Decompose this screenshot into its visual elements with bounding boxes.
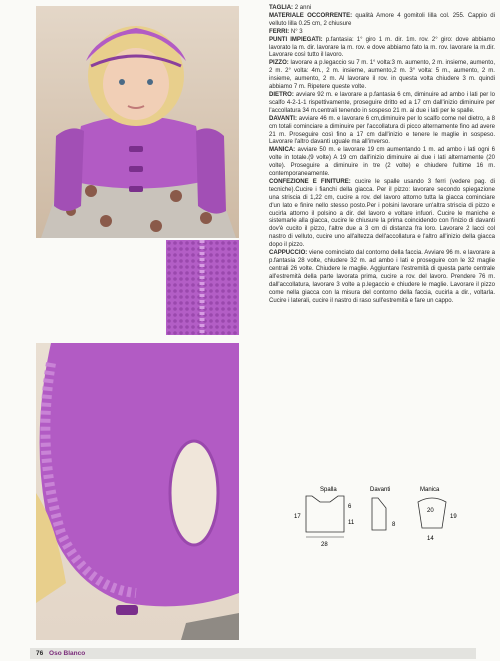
manica-height: 19 bbox=[450, 514, 457, 520]
pizzo-label: PIZZO: bbox=[269, 60, 289, 67]
manica-label: MANICA: bbox=[269, 147, 296, 154]
spalla-right-top: 6 bbox=[348, 504, 352, 510]
schematic-spalla bbox=[294, 487, 355, 548]
ferri-label: FERRI: bbox=[269, 28, 290, 35]
spalla-title: Spalla bbox=[320, 487, 337, 493]
spalla-left-height: 17 bbox=[294, 514, 301, 520]
section-cappuccio bbox=[269, 250, 495, 305]
garment-schematics bbox=[290, 482, 480, 552]
instructions-column bbox=[269, 5, 495, 305]
swatch-texture bbox=[166, 240, 239, 335]
section-punti bbox=[269, 37, 495, 61]
section-materiale bbox=[269, 13, 495, 29]
section-ferri bbox=[269, 29, 495, 37]
photo-knit-swatch bbox=[166, 240, 239, 335]
spalla-right-bottom: 11 bbox=[348, 520, 355, 526]
confezione-label: CONFEZIONE E FINITURE: bbox=[269, 178, 351, 185]
photo-girl-in-bolero bbox=[36, 6, 239, 238]
davanti-width: 8 bbox=[392, 522, 396, 528]
davanti-text: avviare 46 m. e lavorare 6 cm,diminuire per lo scalfo come nel dietro, a 8 cm totali cominciare a diminuire per l'accollatura di picco alternamente fino ad avere 21 m. Proseguire così fino a 17 cm dall'inizio e tenere le maglie in sospeso. Lavorare l'altro davanti uguale ma all'inverso. bbox=[269, 115, 495, 146]
photo-hood-illustration bbox=[36, 343, 239, 640]
schematic-davanti bbox=[370, 487, 396, 530]
section-taglia bbox=[269, 5, 495, 13]
schematic-manica bbox=[418, 487, 457, 542]
page-number: 76 bbox=[36, 650, 44, 657]
dietro-text: avviare 92 m. e lavorare a p.fantasia 6 cm, diminuire ad ambo i lati per lo scalfo 4-2-1-1 rispettivamente, proseguire dritto ed a 17 cm dall'inizio diminuire per l'accollatura 34 m.centrali tenendo in sospeso 21 m. ai due i lati per le spalle. bbox=[269, 91, 495, 114]
confezione-text: cucire le spalle usando 3 ferri (vedere pag. di tecniche).Cucire i fianchi della giacca. Per il pizzo: lavorare secondo spiegazione una striscia di 1,22 cm, cucire a rov. del lavoro attorno tutta la giacca cominciare d'un lato e finire nello stesso posto.Per i polsini lavorare un'altra striscia di pizzo e cucirla attorno il polsino a dir. del lavoro e voltare infuori. Cucire le maniche e sistemarle alla giacca, cucire le chiusure la prima coincidendo con l'inizio di davanti dov'è cucito il pizzo, l'altre due a 3 cm di distanza fra loro. Lavorare 2 lacci col nastro di velluto, cucire uno all'altezza dell'accollatura e l'altro all'inizio della giacca dopo il pizzo. bbox=[269, 178, 495, 249]
ferri-text: N° 3 bbox=[289, 28, 303, 35]
spalla-outline bbox=[306, 496, 344, 532]
section-confezione bbox=[269, 179, 495, 250]
photo-girl-illustration bbox=[36, 6, 239, 238]
taglia-label: TAGLIA: bbox=[269, 5, 294, 11]
manica-bottom: 14 bbox=[427, 536, 434, 542]
photo-hood-closeup bbox=[36, 343, 239, 640]
section-manica bbox=[269, 147, 495, 179]
cappuccio-text: viene cominciato dal contorno della faccia. Avviare 96 m. e lavorare a p.fantasia 28 volte, chiudere 32 m. ad ambo i lati e proseguire con le 32 maglie centrali 26 volte. Chiudere le maglie. Aggiuntare l'estremità di questa parte centrale all'estremità della parte lavorata prima, cucire a rov. del lavoro. Prendere 76 m. dall'accollatura, lavorare 3 volte a p.legaccio e chiudere le maglie. Lavorare il pizzo come nella giacca con la misura del contorno della faccia, cucirla a dir., voltarla. Cucire i laterali, cucire il nastro di raso sull'estremità e fare un cappo. bbox=[269, 250, 495, 304]
page-footer bbox=[30, 648, 476, 659]
manica-text: avviare 50 m. e lavorare 19 cm aumentando 1 m. ad ambo i lati ogni 6 volte in totale.(9 volte) A 19 cm dall'inizio diminuire ai due i lati alternamente (20 volte). Proseguire a diminuire in tre (2 volte) e chiudere l'ultime 16 m. contemporaneamente. bbox=[269, 147, 495, 178]
pizzo-text: lavorare a p.legaccio su 7 m. 1° volta:3 m. aumento, 2 m. insieme, aumento, 2 m. 2° volta: 4m., 2 m. insieme, aumento,2 m. 3° volta: 5 m., aumento, 2 m. insieme, aumento, 2 m. Al lavorare il rov. in questa volta chiudere 3 m. quindi abbiamo 7 m. Ripetere queste volte. bbox=[269, 60, 495, 91]
cappuccio-label: CAPPUCCIO: bbox=[269, 250, 308, 257]
manica-title: Manica bbox=[420, 487, 440, 493]
materiale-text: qualità Amore 4 gomitoli lilla col. 255. Cappio di velluto lilla 0.25 cm, 2 chiusure bbox=[269, 12, 495, 27]
davanti-title: Davanti bbox=[370, 487, 391, 493]
section-pizzo bbox=[269, 60, 495, 92]
manica-top: 20 bbox=[427, 508, 434, 514]
punti-label: PUNTI IMPIEGATI: bbox=[269, 36, 323, 43]
davanti-label: DAVANTI: bbox=[269, 115, 297, 122]
punti-text: p.fantasia: 1° giro 1 m. dir. 1m. rov. 2° giro: dove abbiamo lavorato la m. dir. lavorare la m. rov. e dove abbiamo fato la m. rov. lavorare la m.dir. Lavorare così tutto il lavoro. bbox=[269, 36, 495, 59]
section-dietro bbox=[269, 92, 495, 116]
materiale-label: MATERIALE OCCORRENTE: bbox=[269, 12, 353, 19]
footer-brand: Oso Blanco bbox=[49, 650, 86, 657]
davanti-outline bbox=[372, 498, 386, 530]
spalla-width: 28 bbox=[321, 542, 328, 548]
taglia-text: 2 anni bbox=[293, 5, 312, 11]
dietro-label: DIETRO: bbox=[269, 91, 294, 98]
section-davanti bbox=[269, 116, 495, 148]
